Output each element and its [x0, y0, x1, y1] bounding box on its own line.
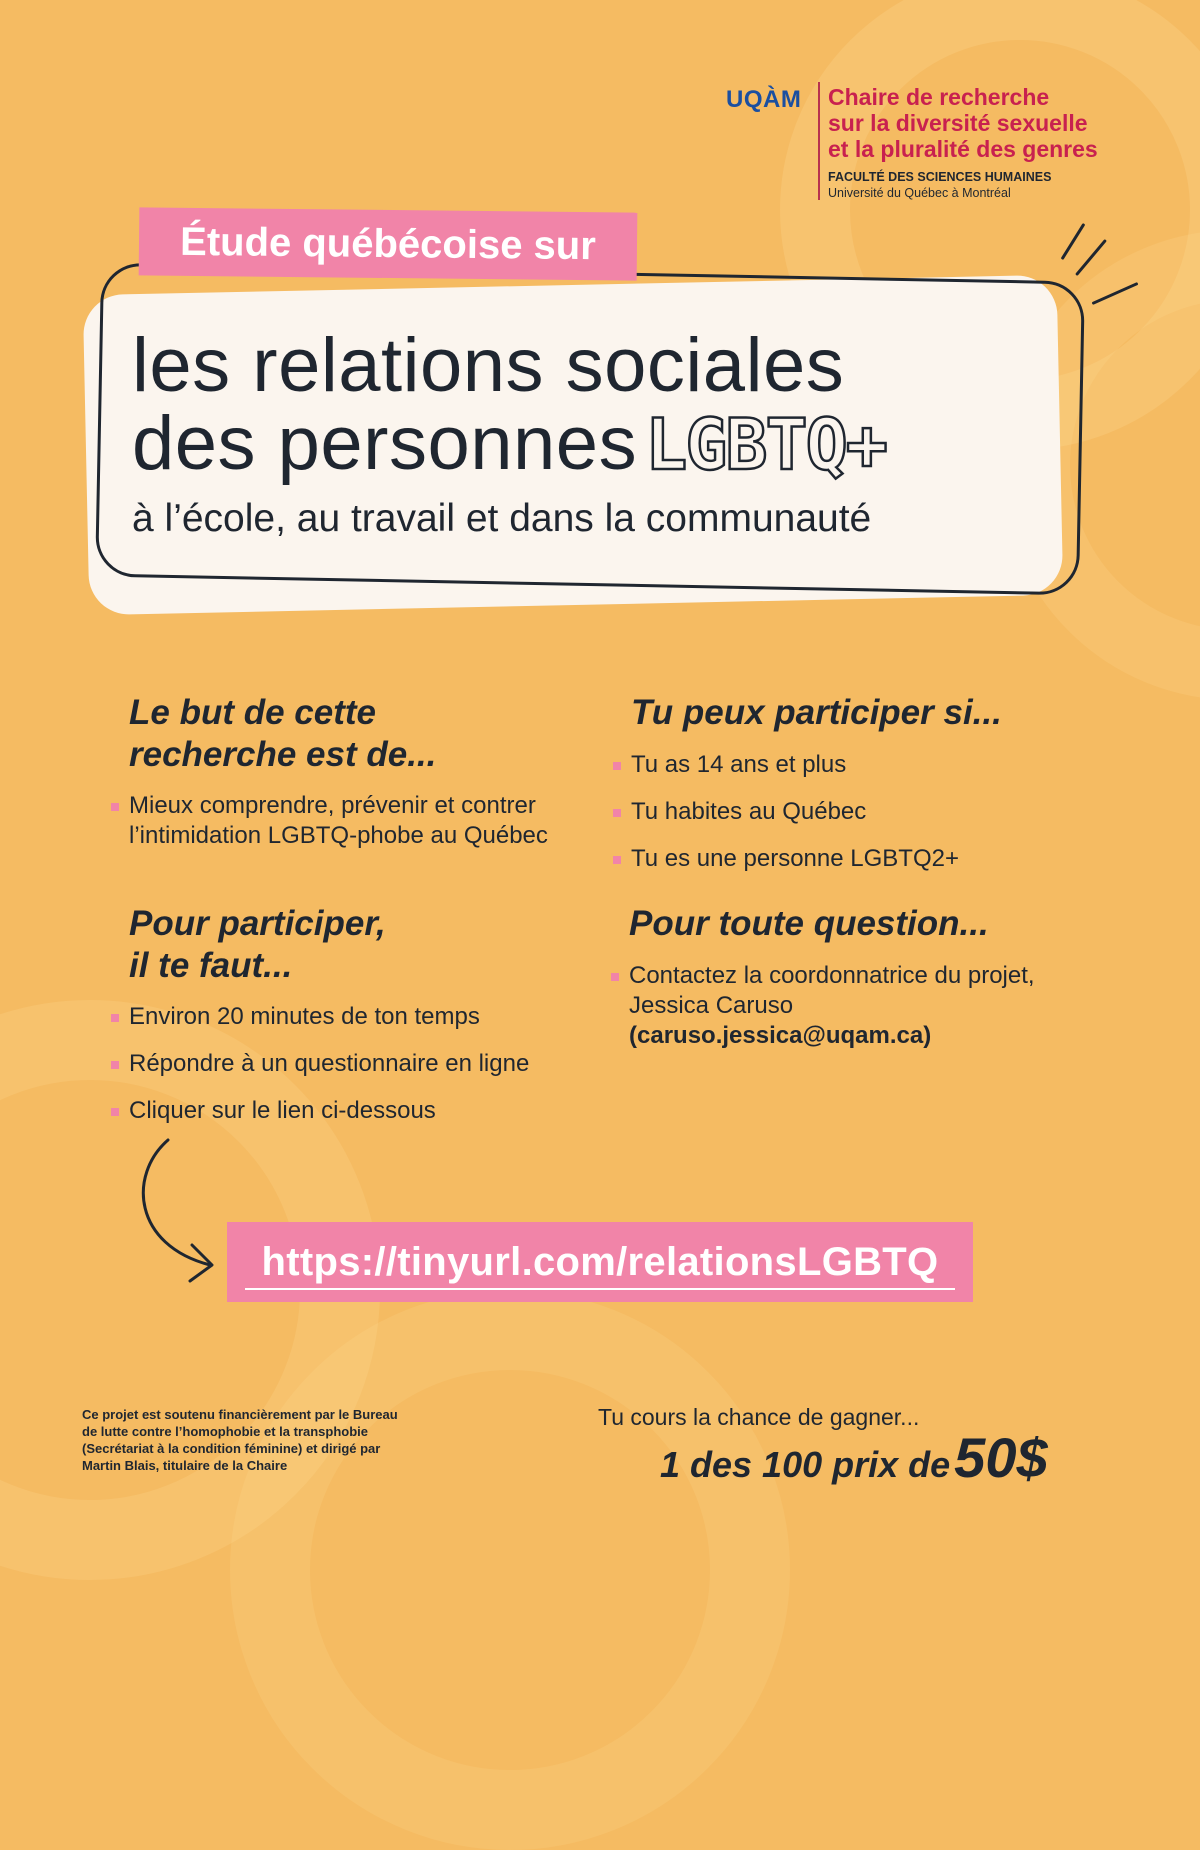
chair-name-line: et la pluralité des genres: [828, 136, 1098, 162]
requirements-item: [129, 1096, 436, 1126]
contact-item: [629, 961, 1035, 1051]
funding-line: (Secrétariat à la condition féminine) et dirigé par: [82, 1441, 381, 1456]
requirements-title-line: Pour participer,: [129, 904, 386, 943]
chair-name-line: sur la diversité sexuelle: [828, 110, 1088, 136]
spark-line: [1075, 239, 1107, 276]
requirements-item: [129, 1049, 529, 1079]
spark-line: [1092, 282, 1139, 305]
spark-line: [1061, 223, 1086, 260]
requirements-item-text: Cliquer sur le lien ci-dessous: [129, 1097, 436, 1124]
eligibility-item-text: Tu es une personne LGBTQ2+: [631, 845, 959, 872]
contact-section-title: Pour toute question...: [629, 904, 989, 943]
prize-intro: Tu cours la chance de gagner...: [598, 1404, 920, 1430]
requirements-section-title: [129, 903, 386, 987]
bullet-icon: [111, 803, 119, 811]
decorative-ring: [230, 1290, 790, 1850]
goal-title-line: Le but de cette: [129, 693, 376, 732]
university-name: Université du Québec à Montréal: [828, 186, 1011, 200]
goal-section-title: [129, 692, 436, 776]
funding-line: de lutte contre l’homophobie et la transphobie: [82, 1424, 369, 1439]
eligibility-section-title: Tu peux participer si...: [631, 693, 1002, 732]
eligibility-item: [631, 750, 846, 780]
survey-link[interactable]: https://tinyurl.com/relationsLGBTQ: [261, 1240, 939, 1284]
contact-email[interactable]: (caruso.jessica@uqam.ca): [629, 1022, 932, 1049]
bullet-icon: [111, 1014, 119, 1022]
requirements-item-text: Répondre à un questionnaire en ligne: [129, 1050, 530, 1077]
title-line-2-text: des personnes: [132, 401, 638, 486]
url-underline: [245, 1288, 955, 1290]
prize-text: 1 des 100 prix de: [660, 1444, 951, 1485]
eligibility-item-text: Tu as 14 ans et plus: [631, 751, 847, 778]
goal-item: [129, 791, 548, 851]
requirements-item-text: Environ 20 minutes de ton temps: [129, 1003, 480, 1030]
eligibility-item-text: Tu habites au Québec: [631, 798, 867, 825]
prize-line: [660, 1425, 1048, 1490]
logo-divider: [818, 82, 820, 200]
curved-arrow-icon: [128, 1135, 228, 1285]
goal-item-line: Mieux comprendre, prévenir et contrer: [129, 792, 536, 819]
title-line-2: [132, 403, 886, 486]
bullet-icon: [111, 1108, 119, 1116]
bullet-icon: [613, 809, 621, 817]
chair-name-line: Chaire de recherche: [828, 84, 1050, 110]
funding-note: [82, 1406, 482, 1474]
bullet-icon: [611, 973, 619, 981]
eligibility-item: [631, 797, 866, 827]
pretitle: Étude québécoise sur: [179, 219, 597, 269]
funding-line: Ce projet est soutenu financièrement par le Bureau: [82, 1407, 398, 1422]
eligibility-item: [631, 844, 959, 874]
contact-line: Jessica Caruso: [629, 992, 794, 1019]
goal-item-line: l’intimidation LGBTQ-phobe au Québec: [129, 822, 548, 849]
bullet-icon: [613, 762, 621, 770]
prize-amount: 50$: [954, 1426, 1048, 1489]
bullet-icon: [613, 856, 621, 864]
goal-title-line: recherche est de...: [129, 735, 437, 774]
requirements-title-line: il te faut...: [129, 946, 293, 985]
requirements-item: [129, 1002, 480, 1032]
chair-name: [828, 84, 1188, 162]
faculty-name: FACULTÉ DES SCIENCES HUMAINES: [828, 170, 1052, 184]
funding-line: Martin Blais, titulaire de la Chaire: [82, 1458, 288, 1473]
contact-line: Contactez la coordonnatrice du projet,: [629, 962, 1035, 989]
bullet-icon: [111, 1061, 119, 1069]
uqam-wordmark: UQÀM: [726, 86, 802, 113]
subtitle: à l’école, au travail et dans la communauté: [132, 497, 872, 540]
title-outline-word: LGBTQ+: [645, 404, 886, 486]
title-line-1: les relations sociales: [132, 323, 845, 408]
